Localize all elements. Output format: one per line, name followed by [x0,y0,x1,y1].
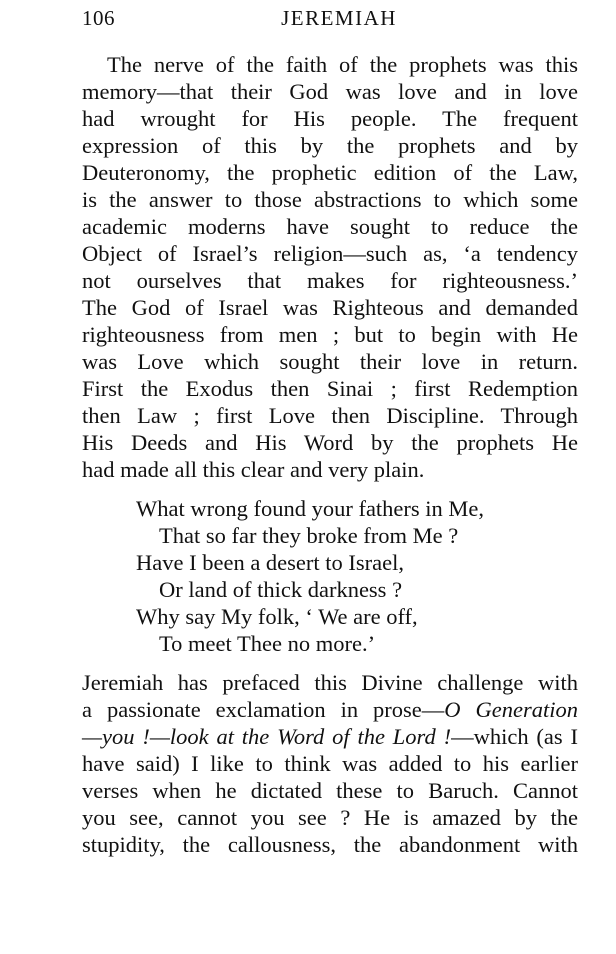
text-line: have said) I like to think was added to his earlier [82,751,578,776]
text-line: is the answer to those abstractions to which some [82,187,578,212]
running-title: JEREMIAH [281,6,397,30]
text-line: then Law ; first Love then Discipline. Through [82,403,578,428]
page-number: 106 [82,6,115,30]
verse-line: That so far they broke from Me ? [159,523,459,548]
text-line: The God of Israel was Righteous and demanded [82,295,578,320]
text-line: The nerve of the faith of the prophets was this [107,52,578,77]
text-line: First the Exodus then Sinai ; first Redemption [82,376,578,401]
page-header [82,6,578,34]
text-line: expression of this by the prophets and by [82,133,578,158]
italic-text: O Generation [444,697,578,722]
text-line: you see, cannot you see ? He is amazed by the [82,805,578,830]
text-line [82,723,578,750]
text-line: Object of Israel’s religion—such as, ‘a tendency [82,241,578,266]
text-line: Deuteronomy, the prophetic edition of the Law, [82,160,578,185]
verse-line: Have I been a desert to Israel, [136,550,404,575]
text-line: was Love which sought their love in return. [82,349,578,374]
text-line: memory—that their God was love and in love [82,79,578,104]
text-line: had wrought for His people. The frequent [82,106,578,131]
italic-text: —you !—look at the Word of the Lord ! [82,724,452,749]
verse-line: To meet Thee no more.’ [159,631,376,656]
text-line: His Deeds and His Word by the prophets He [82,430,578,455]
text-line [82,696,578,723]
text-line: Jeremiah has prefaced this Divine challenge with [82,670,578,695]
text-span: a passionate exclamation in prose— [82,697,445,722]
text-span: —which (as I [451,724,579,749]
text-line: righteousness from men ; but to begin with He [82,322,578,347]
text-line: academic moderns have sought to reduce the [82,214,578,239]
text-line: verses when he dictated these to Baruch. Cannot [82,778,578,803]
text-line: not ourselves that makes for righteousness.’ [82,268,578,293]
text-line: had made all this clear and very plain. [82,457,425,482]
text-line: stupidity, the callousness, the abandonment with [82,832,578,857]
verse-line: What wrong found your fathers in Me, [136,496,485,521]
verse-line: Or land of thick darkness ? [159,577,403,602]
verse-line: Why say My folk, ‘ We are off, [136,604,418,629]
